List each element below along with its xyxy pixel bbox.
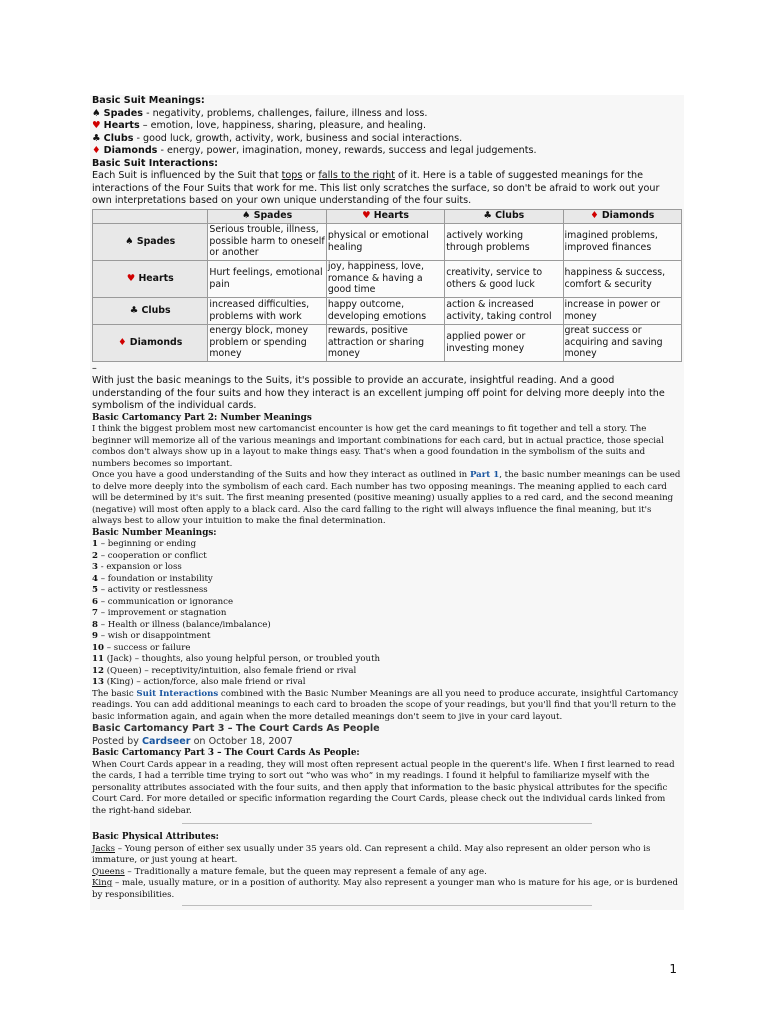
table-row (93, 260, 682, 297)
number-label: 5 (92, 585, 98, 595)
table-cell: Serious trouble, illness, possible harm to oneself or another (209, 224, 325, 259)
suit-meaning-item (92, 120, 682, 133)
part3-post-title: Basic Cartomancy Part 3 – The Court Cards As People (92, 723, 380, 734)
suit-symbol-icon: ♠ (242, 210, 251, 222)
table-cell: actively working through problems (445, 223, 563, 260)
number-label: 12 (92, 665, 104, 676)
table-row-header (93, 260, 208, 297)
part3-heading: Basic Cartomancy Part 3 – The Court Cards As People: (92, 748, 360, 758)
suit-interactions-heading: Basic Suit Interactions: (92, 157, 218, 169)
column-name: Diamonds (601, 210, 655, 222)
table-cell: increase in power or money (563, 297, 681, 324)
attribute-item (92, 878, 682, 901)
horizontal-rule (182, 823, 592, 824)
suit-meanings-heading: Basic Suit Meanings: (92, 95, 205, 106)
post-meta: Posted by Cardseer on October 18, 2007 (92, 735, 293, 747)
table-column-header (445, 209, 563, 223)
suit-symbol-icon: ♥ (126, 272, 136, 284)
attribute-item (92, 867, 682, 879)
part2-paragraph-1: I think the biggest problem most new cartomancist encounter is how get the card meanings to fit together and tell a story. The beginner will memorize all of the various meanings and important combinations for each card, but in actual practice, those special combos don't always show up in a layout to make things easy. That's when a good foundation in the symbolism of the suits and numbers becomes so important. (92, 424, 664, 469)
table-corner-cell (93, 209, 208, 223)
suit-meaning-text: - energy, power, imagination, money, rewards, success and legal judgements. (157, 145, 537, 156)
author-link[interactable]: Cardseer (141, 735, 191, 747)
tops-underlined: tops (281, 170, 303, 181)
table-cell: action & increased activity, taking control (445, 297, 563, 324)
row-name: Hearts (138, 272, 174, 284)
suit-symbol-icon: ♠ (125, 235, 134, 247)
table-cell: happiness & success, comfort & security (563, 260, 681, 297)
number-meanings-list (92, 539, 682, 689)
number-meaning-text: – Health or illness (balance/imbalance) (97, 619, 271, 630)
suit-symbol-icon: ♣ (92, 132, 101, 144)
number-meaning-text: – cooperation or conflict (97, 550, 207, 561)
number-label: 9 (92, 631, 98, 641)
suit-symbol-icon: ♦ (590, 210, 599, 222)
row-name: Diamonds (129, 336, 183, 348)
number-meaning-item (92, 551, 682, 563)
suit-meanings-list (92, 108, 682, 158)
part1-link[interactable]: Part 1 (469, 470, 500, 480)
suit-meaning-text: - negativity, problems, challenges, failure, illness and loss. (143, 107, 428, 119)
suit-symbol-icon: ♣ (129, 304, 139, 316)
number-meaning-text: – activity or restlessness (97, 585, 208, 595)
suit-interactions-link[interactable]: Suit Interactions (136, 688, 219, 699)
number-label: 4 (92, 573, 98, 584)
number-meaning-item (92, 677, 682, 689)
table-column-header (326, 209, 444, 223)
attribute-text: – Young person of either sex usually under 35 years old. Can represent a child. May also represent an older person who is immature, or just young at heart. (92, 843, 651, 865)
table-cell: happy outcome, developing emotions (326, 297, 444, 324)
number-meaning-text: – beginning or ending (97, 539, 197, 549)
number-meaning-text: – improvement or stagnation (97, 608, 227, 618)
number-meaning-item (92, 539, 682, 551)
attribute-term: Queens (92, 866, 125, 877)
number-meaning-text: (Queen) – receptivity/intuition, also female friend or rival (103, 665, 357, 676)
table-cell: great success or acquiring and saving money (563, 324, 681, 361)
number-meaning-text: – communication or ignorance (97, 596, 234, 607)
suit-meanings-section (92, 95, 682, 158)
suit-name: Hearts (103, 120, 140, 131)
table-row-header (93, 223, 208, 260)
suit-symbol-icon: ♠ (92, 107, 101, 119)
number-meaning-text: (King) – action/force, also male friend or rival (103, 677, 306, 687)
row-name: Clubs (141, 304, 171, 316)
horizontal-rule-bottom (182, 905, 592, 906)
number-meaning-item (92, 643, 682, 655)
number-meaning-text: – wish or disappointment (97, 631, 211, 641)
table-column-header (208, 209, 326, 223)
suit-name: Spades (103, 107, 144, 119)
suit-symbol-icon: ♦ (118, 336, 127, 348)
row-name: Spades (136, 235, 176, 247)
number-meaning-item (92, 654, 682, 666)
number-label: 11 (92, 654, 104, 664)
suit-name: Clubs (103, 132, 134, 144)
table-row-header (93, 324, 208, 361)
physical-attributes-heading: Basic Physical Attributes: (92, 832, 219, 842)
number-label: 7 (92, 608, 98, 618)
attribute-term: King (92, 878, 113, 888)
number-label: 10 (92, 642, 104, 653)
number-meaning-item (92, 585, 682, 597)
number-meaning-text: – foundation or instability (97, 573, 213, 584)
suit-name: Diamonds (103, 145, 158, 156)
page-number: 1 (669, 962, 677, 976)
table-cell: imagined problems, improved finances (563, 223, 681, 260)
attribute-text: – Traditionally a mature female, but the queen may represent a female of any age. (124, 866, 487, 877)
part2-closing-paragraph: The basic Suit Interactions combined with the Basic Number Meanings are all you need to produce accurate, insightful Cartomancy readings. You can add additional meanings to each card to broaden the scope of your readings, but you'll find that you'll return to the basic information again, and again when the more detailed meanings don't seem to jive in your card layout. (92, 688, 679, 722)
table-cell: joy, happiness, love, romance & having a good time (326, 260, 444, 297)
part3-paragraph: When Court Cards appear in a reading, they will most often represent actual people in the querent's life. When I first learned to read the cards, I had a terrible time trying to sort out “who was who” in my readings. I found it helpful to familiarize myself with the personality attributes associated with the four suits, and then apply that information to the basic physical attributes for the specific Court Card. For more detailed or specific information regarding the Court Cards, please check out the individual cards linked from the right-hand sidebar. (92, 759, 675, 816)
number-meaning-item (92, 631, 682, 643)
column-name: Hearts (373, 210, 409, 222)
suit-meaning-item (92, 108, 682, 121)
number-label: 13 (92, 677, 104, 687)
number-label: 3 (92, 562, 98, 572)
number-label: 8 (92, 619, 98, 630)
suit-symbol-icon: ♦ (92, 145, 101, 156)
suit-meaning-item (92, 133, 682, 146)
table-cell: increased difficulties, problems with work (208, 297, 326, 324)
number-meaning-text: - expansion or loss (97, 562, 182, 572)
attribute-item (92, 844, 682, 867)
suit-symbol-icon: ♥ (362, 210, 371, 222)
number-meanings-heading: Basic Number Meanings: (92, 527, 217, 538)
suit-symbol-icon: ♣ (483, 210, 492, 222)
number-label: 2 (92, 550, 98, 561)
number-meaning-item (92, 574, 682, 586)
column-name: Spades (253, 210, 293, 222)
table-row-header (93, 297, 208, 324)
number-meaning-item (92, 666, 682, 678)
number-label: 6 (92, 596, 98, 607)
table-header-row (93, 209, 682, 223)
suit-interactions-intro: Each Suit is influenced by the Suit that tops or falls to the right of it. Here is a table of suggested meanings for the interactions of the Four Suits that work for me. This list only scratches the surface, so don't be afraid to work out your own interpretations based on your own unique understanding of the four suits. (92, 170, 660, 206)
attribute-text: – male, usually mature, or in a position of authority. May also represent a younger man who is mature for his age, or is burdened by responsibilities. (92, 878, 679, 900)
part2-section (92, 413, 682, 724)
part2-paragraph-2: Once you have a good understanding of the Suits and how they interact as outlined in Part 1, the basic number meanings can be used to delve more deeply into the symbolism of each card. Each number has two opposing meanings. The meaning applied to each card will be determined by it's suit. The first meaning presented (positive meaning) usually applies to a red card, and the second meaning (negative) will most often apply to a black card. Also the card falling to the right will always influence the final meaning, but it's always best to allow your intuition to make the final determination. (92, 470, 681, 526)
number-label: 1 (92, 539, 98, 549)
table-cell: physical or emotional healing (326, 223, 444, 260)
document-page (90, 95, 684, 910)
table-column-header (563, 209, 681, 223)
summary-paragraph: With just the basic meanings to the Suits, it's possible to provide an accurate, insightful reading. And a good understanding of the four suits and how they interact is an excellent jumping off point for delving more deeply into the symbolism of the individual cards. (92, 375, 665, 411)
suit-interactions-table (92, 209, 682, 362)
table-cell: creativity, service to others & good luck (445, 260, 563, 297)
table-row (93, 324, 682, 361)
table-body (93, 223, 682, 361)
falls-to-right-underlined: falls to the right (318, 170, 395, 181)
number-meaning-item (92, 620, 682, 632)
physical-attributes-list (92, 844, 682, 902)
column-name: Clubs (495, 210, 525, 222)
table-cell: rewards, positive attraction or sharing money (326, 324, 444, 361)
suit-meaning-text: - good luck, growth, activity, work, business and social interactions. (133, 132, 463, 144)
attribute-term: Jacks (92, 843, 115, 854)
dash-separator: – (92, 362, 97, 374)
number-meaning-text: (Jack) – thoughts, also young helpful person, or troubled youth (103, 654, 381, 664)
table-row (93, 297, 682, 324)
number-meaning-text: – success or failure (103, 642, 191, 653)
suit-meaning-item (92, 145, 682, 158)
part2-heading: Basic Cartomancy Part 2: Number Meanings (92, 412, 312, 423)
table-cell: Hurt feelings, emotional pain (208, 260, 326, 297)
suit-interactions-section (92, 158, 682, 208)
table-cell: energy block, money problem or spending money (208, 324, 326, 361)
table-cell: applied power or investing money (445, 324, 563, 361)
number-meaning-item (92, 597, 682, 609)
table-row (93, 223, 682, 260)
number-meaning-item (92, 562, 682, 574)
suit-meaning-text: – emotion, love, happiness, sharing, pleasure, and healing. (139, 120, 427, 131)
number-meaning-item (92, 608, 682, 620)
suit-symbol-icon: ♥ (92, 120, 101, 131)
